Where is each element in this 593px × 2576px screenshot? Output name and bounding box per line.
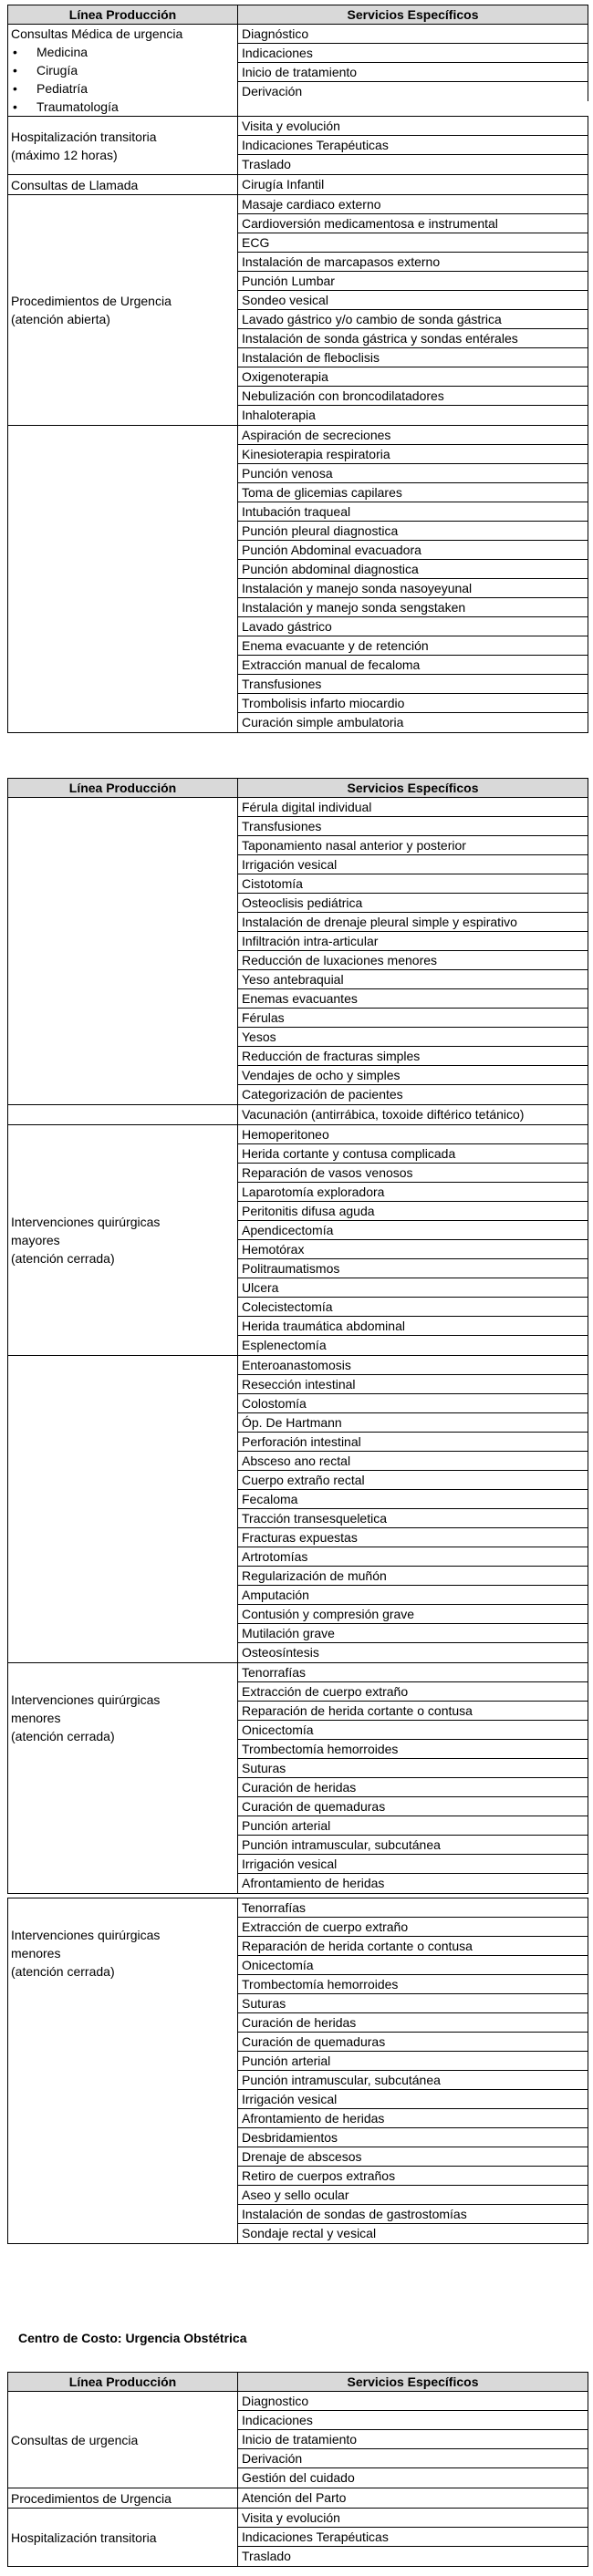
servicio-cell: Curación simple ambulatoria <box>238 713 588 732</box>
servicio-cell: Cuerpo extraño rectal <box>238 1471 588 1490</box>
servicio-cell: Herida cortante y contusa complicada <box>238 1144 588 1164</box>
servicio-cell: Trombolisis infarto miocardio <box>238 694 588 713</box>
servicio-cell: Reparación de herida cortante o contusa <box>238 1702 588 1721</box>
servicio-cell: Onicectomía <box>238 1956 588 1975</box>
bullet-icon: • <box>13 45 17 59</box>
servicio-cell: Indicaciones Terapéuticas <box>238 136 588 155</box>
linea-label: Intervenciones quirúrgicas <box>11 1928 161 1942</box>
table-urgencia-obstetrica <box>7 2372 588 2567</box>
servicios-list <box>238 117 588 174</box>
servicio-cell: Suturas <box>238 1994 588 2013</box>
servicio-cell: Irrigación vesical <box>238 1855 588 1874</box>
bullet-label: Cirugía <box>36 63 78 78</box>
servicio-cell: Onicectomía <box>238 1721 588 1740</box>
table-urgencia-part1 <box>7 5 588 733</box>
servicio-cell: Diagnóstico <box>238 25 588 44</box>
servicio-cell: Punción arterial <box>238 1816 588 1836</box>
servicio-cell: Politraumatismos <box>238 1259 588 1278</box>
servicios-list <box>238 1663 588 1893</box>
servicio-cell: Esplenectomía <box>238 1336 588 1355</box>
servicio-cell: Laparotomía exploradora <box>238 1183 588 1202</box>
section-title-urgencia-obstetrica: Centro de Costo: Urgencia Obstétrica <box>18 2331 247 2345</box>
table-group-row <box>8 1125 588 1356</box>
servicio-cell: Visita y evolución <box>238 2509 588 2528</box>
servicios-list <box>238 2488 588 2508</box>
linea-label: (atención cerrada) <box>11 1729 115 1743</box>
servicio-cell: Vendajes de ocho y simples <box>238 1066 588 1085</box>
linea-produccion-cell <box>8 426 238 732</box>
servicio-cell: Indicaciones <box>238 44 588 63</box>
header-linea-produccion: Línea Producción <box>8 2373 238 2391</box>
servicio-cell: Óp. De Hartmann <box>238 1413 588 1433</box>
bullet-icon: • <box>13 63 17 78</box>
linea-label: Consultas de Llamada <box>11 177 139 192</box>
servicio-cell: Curación de quemaduras <box>238 1797 588 1816</box>
linea-bullet-item <box>11 61 237 79</box>
table-group-row <box>8 25 588 117</box>
servicio-cell: Punción intramuscular, subcutánea <box>238 2071 588 2090</box>
servicio-cell: Tenorrafías <box>238 1663 588 1682</box>
servicio-cell: Punción Lumbar <box>238 272 588 291</box>
linea-produccion-cell <box>8 1898 238 2243</box>
servicio-cell: Osteosíntesis <box>238 1643 588 1662</box>
table-group-row <box>8 2488 588 2509</box>
servicio-cell: Reducción de fracturas simples <box>238 1047 588 1066</box>
servicios-list <box>238 426 588 732</box>
linea-label: Consultas de urgencia <box>11 2432 139 2447</box>
servicios-list <box>238 2509 588 2566</box>
linea-label: Hospitalización transitoria <box>11 129 157 144</box>
servicio-cell: Tenorrafías <box>238 1898 588 1918</box>
servicio-cell: Nebulización con broncodilatadores <box>238 387 588 406</box>
servicio-cell: Afrontamiento de heridas <box>238 1874 588 1893</box>
servicio-cell: Lavado gástrico <box>238 617 588 636</box>
servicios-list <box>238 1898 588 2243</box>
servicio-cell: Punción venosa <box>238 464 588 483</box>
bullet-label: Medicina <box>36 45 88 59</box>
servicio-cell: Atención del Parto <box>238 2488 588 2508</box>
table-group-row <box>8 117 588 175</box>
linea-label: menores <box>11 1711 61 1725</box>
servicio-cell: Drenaje de abscesos <box>238 2147 588 2167</box>
servicio-cell: Traslado <box>238 2547 588 2566</box>
servicio-cell: Punción pleural diagnostica <box>238 522 588 541</box>
linea-label: (atención cerrada) <box>11 1964 115 1979</box>
servicios-list <box>238 798 588 1104</box>
linea-bullet-item <box>11 98 237 116</box>
header-servicios-especificos: Servicios Específicos <box>238 2373 588 2391</box>
linea-produccion-cell <box>8 25 238 116</box>
servicio-cell: Indicaciones Terapéuticas <box>238 2528 588 2547</box>
linea-label: (atención abierta) <box>11 312 110 326</box>
servicio-cell: Taponamiento nasal anterior y posterior <box>238 836 588 855</box>
servicio-cell: Cistotomía <box>238 874 588 894</box>
servicio-cell: Amputación <box>238 1586 588 1605</box>
linea-produccion-cell <box>8 117 238 174</box>
linea-produccion-cell <box>8 1356 238 1662</box>
servicios-list <box>238 1105 588 1124</box>
table-group-row <box>8 1105 588 1125</box>
servicio-cell: Férula digital individual <box>238 798 588 817</box>
servicios-list <box>238 1125 588 1355</box>
servicio-cell: Transfusiones <box>238 817 588 836</box>
linea-produccion-cell <box>8 2509 238 2566</box>
table-group-row <box>8 2392 588 2488</box>
bullet-label: Pediatría <box>36 81 88 96</box>
servicio-cell: Curación de heridas <box>238 1778 588 1797</box>
servicio-cell: Yeso antebraquial <box>238 970 588 989</box>
servicio-cell: Extracción de cuerpo extraño <box>238 1918 588 1937</box>
servicio-cell: Colostomía <box>238 1394 588 1413</box>
table-group-row <box>8 1356 588 1663</box>
servicio-cell: Categorización de pacientes <box>238 1085 588 1104</box>
servicio-cell: Enteroanastomosis <box>238 1356 588 1375</box>
servicio-cell: Osteoclisis pediátrica <box>238 894 588 913</box>
linea-label: Intervenciones quirúrgicas <box>11 1215 161 1229</box>
table-group-row <box>8 1663 588 1894</box>
linea-produccion-cell <box>8 798 238 1104</box>
servicio-cell: Desbridamientos <box>238 2128 588 2147</box>
servicio-cell: ECG <box>238 233 588 253</box>
linea-label: Hospitalización transitoria <box>11 2529 157 2545</box>
servicio-cell: Instalación y manejo sonda nasoyeyunal <box>238 579 588 598</box>
servicio-cell: Curación de heridas <box>238 2013 588 2033</box>
servicio-cell: Instalación de fleboclisis <box>238 348 588 367</box>
servicio-cell: Hemoperitoneo <box>238 1125 588 1144</box>
table-group-row <box>8 1898 588 2244</box>
servicio-cell: Instalación y manejo sonda sengstaken <box>238 598 588 617</box>
servicio-cell: Artrotomías <box>238 1547 588 1567</box>
header-servicios-especificos: Servicios Específicos <box>238 5 588 24</box>
servicio-cell: Trombectomía hemorroides <box>238 1740 588 1759</box>
linea-label: Consultas Médica de urgencia <box>11 26 183 41</box>
servicio-cell: Indicaciones <box>238 2411 588 2430</box>
servicio-cell: Colecistectomía <box>238 1298 588 1317</box>
servicio-cell: Trombectomía hemorroides <box>238 1975 588 1994</box>
linea-produccion-cell <box>8 1105 238 1124</box>
servicios-list <box>238 2392 588 2488</box>
servicio-cell: Derivación <box>238 82 588 101</box>
servicio-cell: Peritonitis difusa aguda <box>238 1202 588 1221</box>
linea-produccion-cell <box>8 175 238 194</box>
servicio-cell: Instalación de drenaje pleural simple y espirativo <box>238 913 588 932</box>
servicio-cell: Visita y evolución <box>238 117 588 136</box>
servicio-cell: Fracturas expuestas <box>238 1528 588 1547</box>
bullet-icon: • <box>13 99 17 114</box>
header-linea-produccion: Línea Producción <box>8 5 238 24</box>
servicio-cell: Infiltración intra-articular <box>238 932 588 951</box>
linea-label: mayores <box>11 1233 60 1247</box>
servicio-cell: Curación de quemaduras <box>238 2033 588 2052</box>
linea-produccion-cell <box>8 195 238 425</box>
servicio-cell: Reducción de luxaciones menores <box>238 951 588 970</box>
linea-bullet-item <box>11 43 237 61</box>
servicio-cell: Perforación intestinal <box>238 1433 588 1452</box>
table-header-row <box>8 2373 588 2392</box>
servicio-cell: Apendicectomía <box>238 1221 588 1240</box>
linea-produccion-cell <box>8 2392 238 2488</box>
servicio-cell: Instalación de marcapasos externo <box>238 253 588 272</box>
servicio-cell: Extracción de cuerpo extraño <box>238 1682 588 1702</box>
servicio-cell: Lavado gástrico y/o cambio de sonda gástrica <box>238 310 588 329</box>
table-group-row <box>8 2509 588 2567</box>
servicio-cell: Regularización de muñón <box>238 1567 588 1586</box>
servicio-cell: Intubación traqueal <box>238 502 588 522</box>
servicios-list <box>238 195 588 425</box>
table-urgencia-part3 <box>7 1898 588 2244</box>
servicio-cell: Aspiración de secreciones <box>238 426 588 445</box>
servicio-cell: Traslado <box>238 155 588 174</box>
servicio-cell: Herida traumática abdominal <box>238 1317 588 1336</box>
servicios-list <box>238 175 588 194</box>
servicio-cell: Suturas <box>238 1759 588 1778</box>
bullet-icon: • <box>13 81 17 96</box>
servicio-cell: Aseo y sello ocular <box>238 2186 588 2205</box>
servicio-cell: Hemotórax <box>238 1240 588 1259</box>
servicio-cell: Punción abdominal diagnostica <box>238 560 588 579</box>
servicio-cell: Sondeo vesical <box>238 291 588 310</box>
header-servicios-especificos: Servicios Específicos <box>238 779 588 797</box>
servicio-cell: Enemas evacuantes <box>238 989 588 1009</box>
servicio-cell: Absceso ano rectal <box>238 1452 588 1471</box>
servicio-cell: Inhaloterapia <box>238 406 588 425</box>
linea-label: (máximo 12 horas) <box>11 147 118 162</box>
servicio-cell: Tracción transesqueletica <box>238 1509 588 1528</box>
servicio-cell: Reparación de vasos venosos <box>238 1164 588 1183</box>
servicio-cell: Kinesioterapia respiratoria <box>238 445 588 464</box>
servicio-cell: Cirugía Infantil <box>238 175 588 194</box>
servicio-cell: Irrigación vesical <box>238 855 588 874</box>
servicio-cell: Yesos <box>238 1028 588 1047</box>
servicio-cell: Diagnostico <box>238 2392 588 2411</box>
servicio-cell: Fecaloma <box>238 1490 588 1509</box>
table-group-row <box>8 175 588 195</box>
servicio-cell: Enema evacuante y de retención <box>238 636 588 656</box>
servicio-cell: Gestión del cuidado <box>238 2468 588 2488</box>
linea-label: (atención cerrada) <box>11 1251 115 1266</box>
servicio-cell: Férulas <box>238 1009 588 1028</box>
linea-produccion-cell <box>8 1663 238 1893</box>
servicio-cell: Punción Abdominal evacuadora <box>238 541 588 560</box>
servicio-cell: Punción intramuscular, subcutánea <box>238 1836 588 1855</box>
table-group-row <box>8 426 588 733</box>
linea-produccion-cell <box>8 1125 238 1355</box>
servicios-list <box>238 1356 588 1662</box>
servicio-cell: Instalación de sondas de gastrostomías <box>238 2205 588 2224</box>
linea-label: Procedimientos de Urgencia <box>11 2490 172 2506</box>
servicio-cell: Cardioversión medicamentosa e instrumental <box>238 214 588 233</box>
servicio-cell: Instalación de sonda gástrica y sondas entérales <box>238 329 588 348</box>
table-urgencia-part2 <box>7 778 588 1894</box>
servicio-cell: Vacunación (antirrábica, toxoide diftérico tetánico) <box>238 1105 588 1124</box>
servicio-cell: Oxigenoterapia <box>238 367 588 387</box>
servicio-cell: Mutilación grave <box>238 1624 588 1643</box>
linea-label: Intervenciones quirúrgicas <box>11 1692 161 1707</box>
servicio-cell: Afrontamiento de heridas <box>238 2109 588 2128</box>
servicio-cell: Masaje cardiaco externo <box>238 195 588 214</box>
servicio-cell: Reparación de herida cortante o contusa <box>238 1937 588 1956</box>
table-group-row <box>8 798 588 1105</box>
linea-bullet-item <box>11 79 237 98</box>
servicio-cell: Inicio de tratamiento <box>238 2430 588 2449</box>
servicio-cell: Inicio de tratamiento <box>238 63 588 82</box>
servicio-cell: Ulcera <box>238 1278 588 1298</box>
linea-label: menores <box>11 1946 61 1960</box>
servicio-cell: Sondaje rectal y vesical <box>238 2224 588 2243</box>
linea-label: Procedimientos de Urgencia <box>11 294 172 308</box>
servicio-cell: Contusión y compresión grave <box>238 1605 588 1624</box>
servicios-list <box>238 25 588 116</box>
table-header-row <box>8 5 588 25</box>
servicio-cell: Toma de glicemias capilares <box>238 483 588 502</box>
servicio-cell: Derivación <box>238 2449 588 2468</box>
servicio-cell: Irrigación vesical <box>238 2090 588 2109</box>
servicio-cell: Extracción manual de fecaloma <box>238 656 588 675</box>
bullet-label: Traumatología <box>36 99 119 114</box>
servicio-cell: Resección intestinal <box>238 1375 588 1394</box>
servicio-cell: Transfusiones <box>238 675 588 694</box>
linea-produccion-cell <box>8 2488 238 2508</box>
header-linea-produccion: Línea Producción <box>8 779 238 797</box>
servicio-cell: Retiro de cuerpos extraños <box>238 2167 588 2186</box>
table-header-row <box>8 779 588 798</box>
table-group-row <box>8 195 588 426</box>
servicio-cell: Punción arterial <box>238 2052 588 2071</box>
